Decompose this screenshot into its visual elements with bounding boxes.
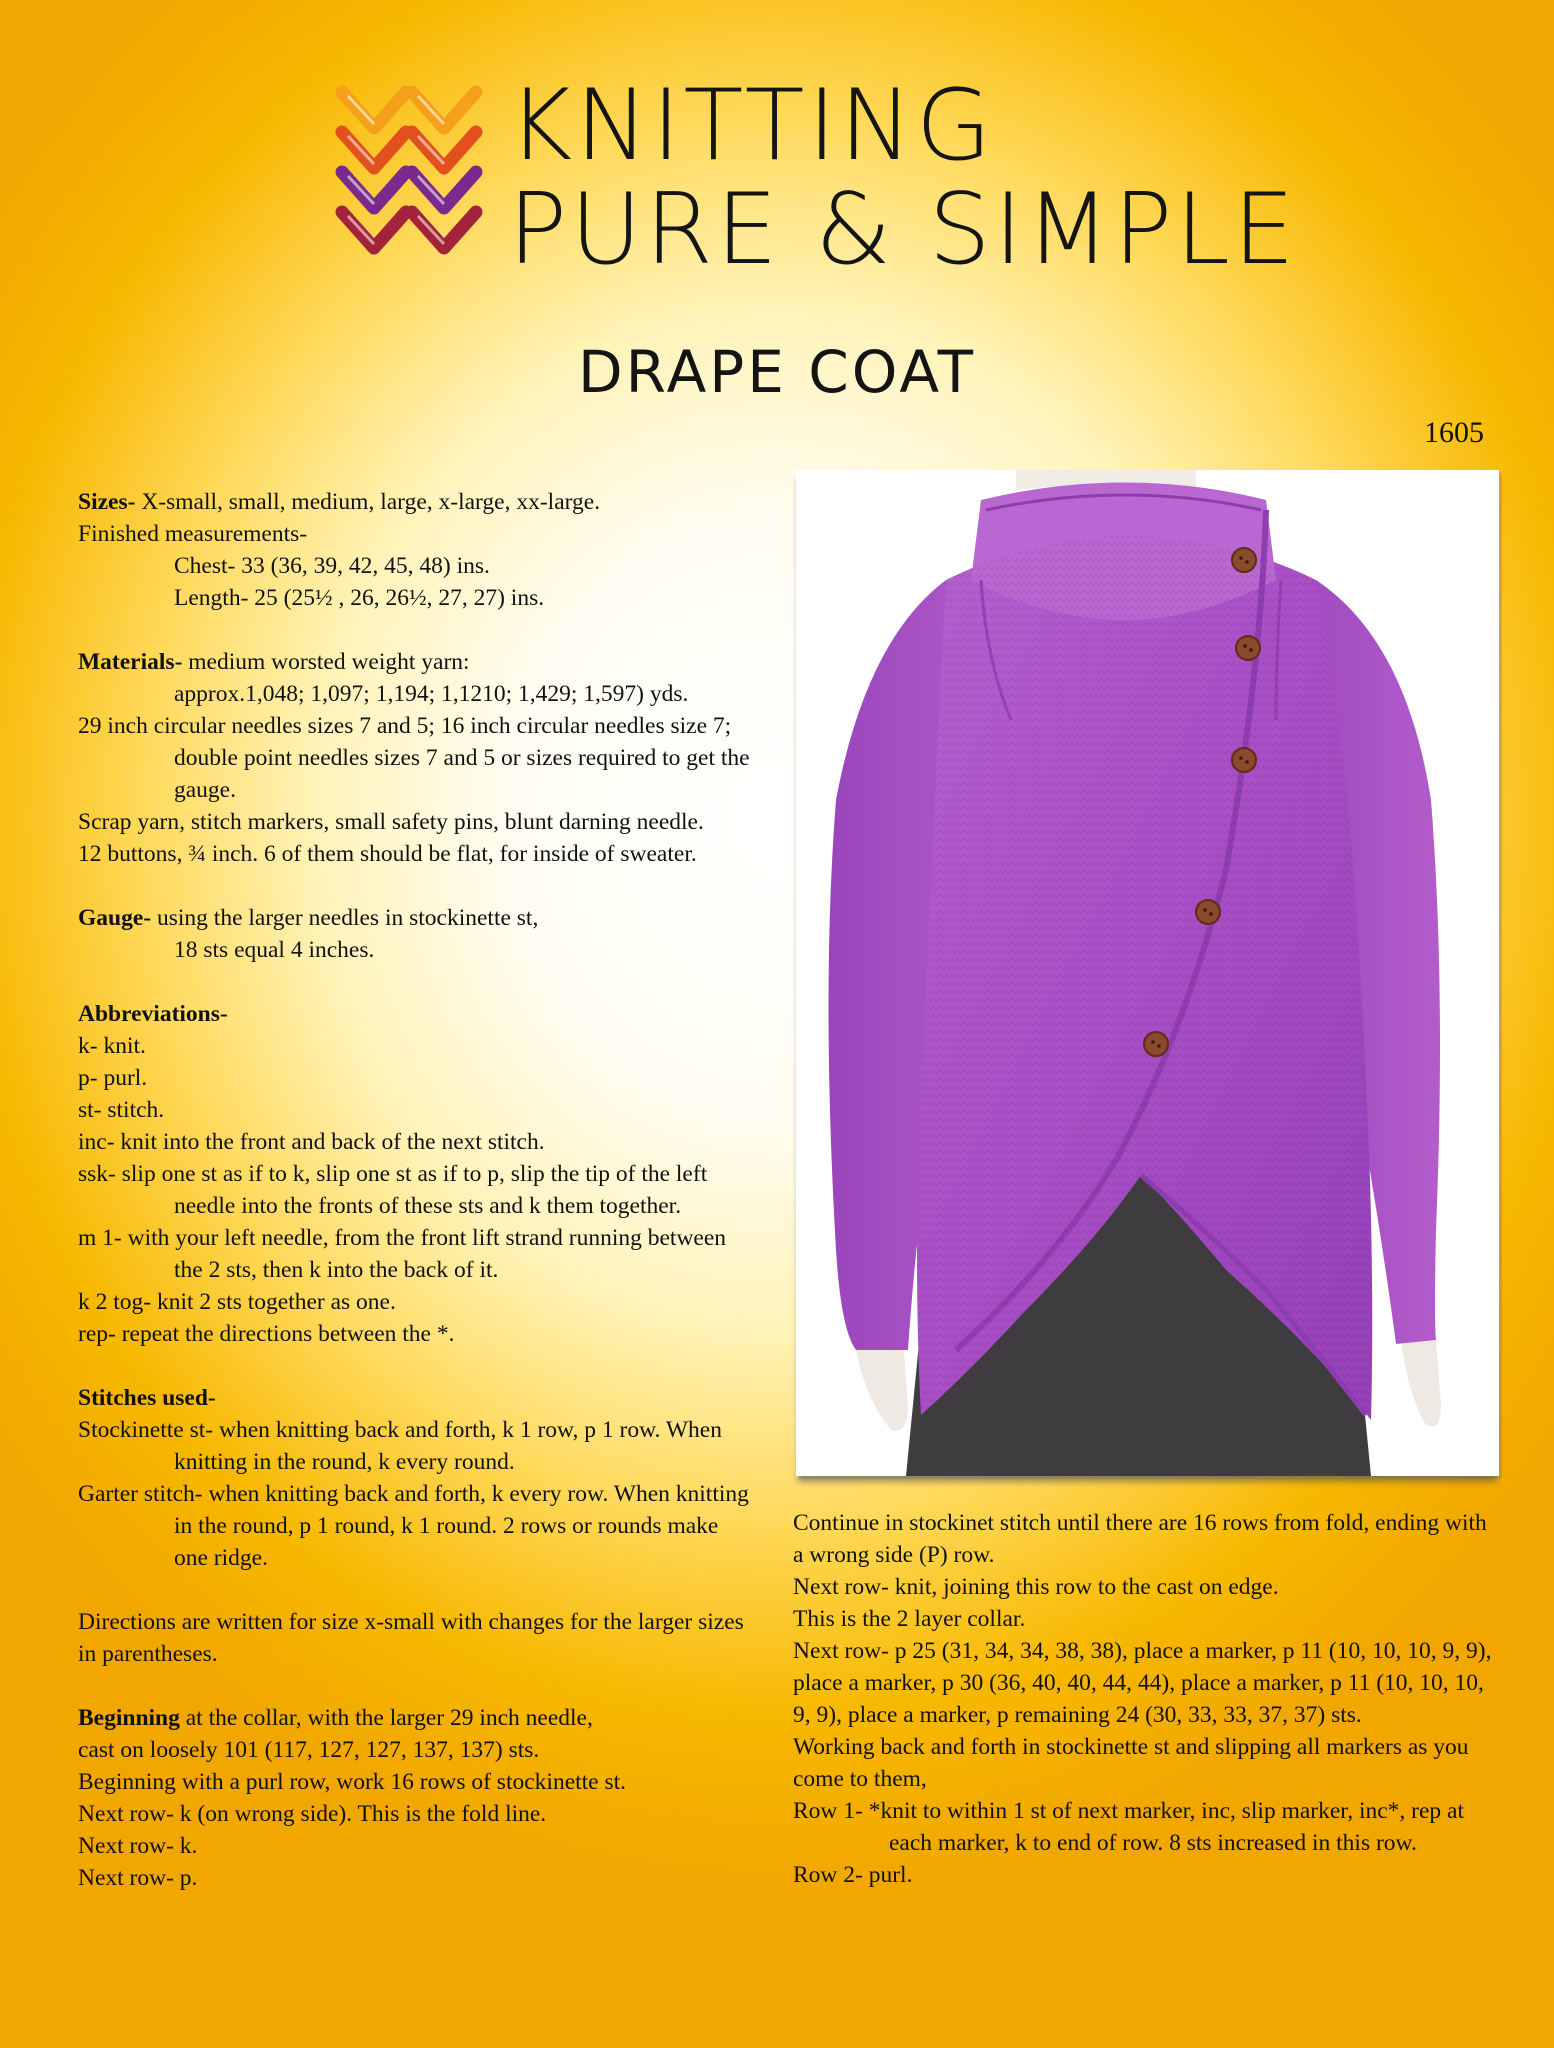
beginning-line: Next row- p. [78,1865,198,1891]
row-2-instruction: Row 2- purl. [793,1862,913,1888]
needles: 29 inch circular needles sizes 7 and 5; 16 inch circular needles size 7; double point needles sizes 7 and 5 or sizes required to get the gauge. [78,713,750,803]
continued-line: This is the 2 layer collar. [793,1606,1026,1632]
garter-stitch: Garter stitch- when knitting back and forth, k every row. When knitting in the round, p 1 round, k 1 round. 2 rows or rounds make one ridge. [78,1481,749,1571]
abbreviation-item: st- stitch. [78,1097,165,1123]
stitches-label: Stitches used- [78,1385,216,1411]
continued-line: Working back and forth in stockinette st and slipping all markers as you come to them, [793,1734,1469,1792]
beginning-line: at the collar, with the larger 29 inch needle, [179,1705,593,1731]
continued-line: Continue in stockinet stitch until there are 16 rows from fold, ending with a wrong side (P) row. [793,1510,1487,1568]
beginning-line: Next row- k. [78,1833,198,1859]
buttons-note: 12 buttons, ¾ inch. 6 of them should be flat, for inside of sweater. [78,841,697,867]
materials-label: Materials- [78,649,183,675]
abbreviation-item: rep- repeat the directions between the *. [78,1321,455,1347]
abbreviation-item: ssk- slip one st as if to k, slip one st as if to p, slip the tip of the left needle into the fronts of these sts and k them together. [78,1161,708,1219]
materials-text: medium worsted weight yarn: [182,649,470,675]
abbreviation-item: inc- knit into the front and back of the next stitch. [78,1129,545,1155]
sizes-label: Sizes- [78,489,136,515]
abbreviations-label: Abbreviations- [78,1001,228,1027]
gauge-section [78,902,758,966]
gauge-detail: 18 sts equal 4 inches. [174,937,375,963]
sizes-text: X-small, small, medium, large, x-large, xx-large. [135,489,601,515]
length-measurement: Length- 25 (25½ , 26, 26½, 27, 27) ins. [174,585,545,611]
gauge-text: using the larger needles in stockinette st, [151,905,539,931]
pattern-title: DRAPE COAT [577,338,977,406]
right-column [793,1507,1493,1891]
sizes-section [78,486,758,614]
notions: Scrap yarn, stitch markers, small safety pins, blunt darning needle. [78,809,704,835]
pattern-number: 1605 [1424,416,1484,449]
finished-measurements: Finished measurements- [78,521,308,547]
stacked-v-stitch-logo-icon [334,78,484,264]
brand-line-2: PURE & SIMPLE [508,173,1298,287]
abbreviation-item: k 2 tog- knit 2 sts together as one. [78,1289,396,1315]
directions-note-section [78,1606,758,1670]
left-column [78,486,758,1926]
chest-measurement: Chest- 33 (36, 39, 42, 45, 48) ins. [174,553,490,579]
abbreviation-item: p- purl. [78,1065,148,1091]
yarn-yardage: approx.1,048; 1,097; 1,194; 1,1210; 1,429; 1,597) yds. [174,681,689,707]
beginning-line: Beginning with a purl row, work 16 rows of stockinette st. [78,1769,627,1795]
sweater-photo [796,470,1499,1476]
abbreviations-section [78,998,758,1350]
beginning-section [78,1702,758,1894]
abbreviation-item: k- knit. [78,1033,146,1059]
beginning-line: cast on loosely 101 (117, 127, 127, 137, 137) sts. [78,1737,540,1763]
stockinette-stitch: Stockinette st- when knitting back and forth, k 1 row, p 1 row. When knitting in the round, k every round. [78,1417,722,1475]
continued-line: Next row- p 25 (31, 34, 34, 38, 38), place a marker, p 11 (10, 10, 10, 9, 9), place a marker, p 30 (36, 40, 40, 44, 44), place a marker, p 11 (10, 10, 10, 9, 9), place a marker, p remaining 24 (30, 33, 33, 37, 37) sts. [793,1638,1492,1728]
brand-name [508,69,1298,287]
gauge-label: Gauge- [78,905,152,931]
directions-note: Directions are written for size x-small with changes for the larger sizes in parentheses. [78,1609,744,1667]
stitches-section [78,1382,758,1574]
materials-section [78,646,758,870]
brand-line-1: KNITTING [508,69,995,183]
abbreviation-item: m 1- with your left needle, from the front lift strand running between the 2 sts, then k into the back of it. [78,1225,727,1283]
beginning-label: Beginning [78,1705,180,1731]
beginning-line: Next row- k (on wrong side). This is the fold line. [78,1801,547,1827]
continued-line: Next row- knit, joining this row to the cast on edge. [793,1574,1279,1600]
row-1-instruction: Row 1- *knit to within 1 st of next marker, inc, slip marker, inc*, rep at each marker, k to end of row. 8 sts increased in this row. [793,1798,1464,1856]
purple-drape-coat-photo-icon [796,470,1499,1476]
